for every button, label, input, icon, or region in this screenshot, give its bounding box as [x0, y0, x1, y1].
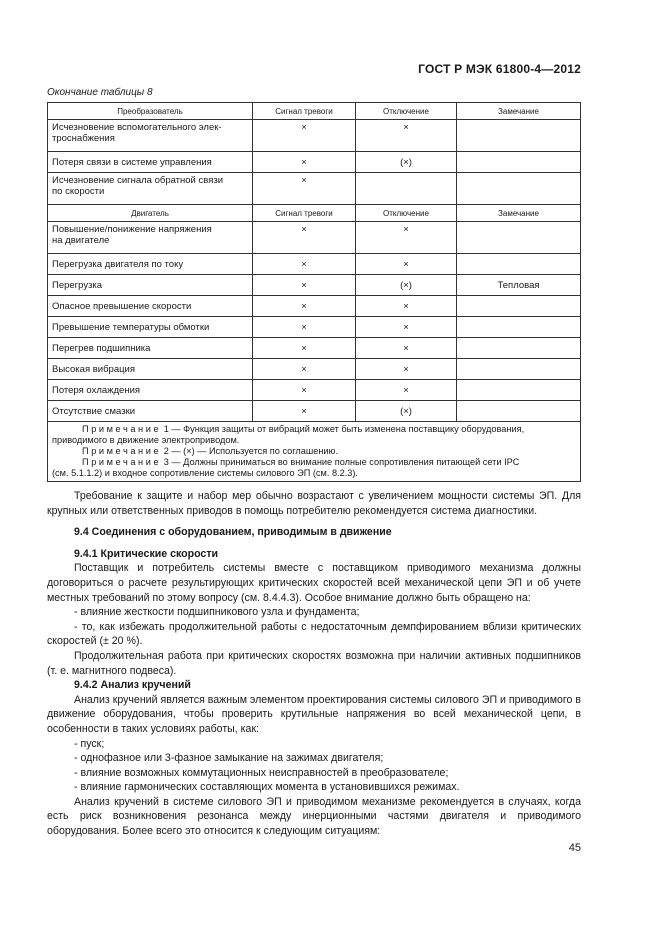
table-cell: × — [253, 380, 356, 401]
list-item: - то, как избежать продолжительной работы с недостаточным демпфированием вблизи критических скоростей (± 20 %). — [47, 620, 581, 648]
section-heading-9-4-2: 9.4.2 Анализ кручений — [74, 679, 191, 692]
table-notes-row — [48, 422, 581, 482]
table-cell: (×) — [356, 152, 457, 173]
note-continuation: приводимого в движение электроприводом. — [52, 435, 240, 445]
section-heading-9-4: 9.4 Соединения с оборудованием, приводимым в движение — [74, 526, 392, 539]
column-header: Замечание — [457, 205, 581, 222]
table-cell: × — [253, 317, 356, 338]
column-header: Отключение — [356, 103, 457, 120]
paragraph: Поставщик и потребитель системы вместе с поставщиком приводимого механизма должны договориться о расчете результирующих критических скоростей всей механической цепи ЭП и об учете местных требований по этому вопросу (см. 8.4.4.3). Особое внимание должно быть обращено на: — [47, 562, 581, 604]
table-cell: Превышение температуры обмотки — [48, 317, 253, 338]
table-cell: Перегрев подшипника — [48, 338, 253, 359]
table-cell: × — [356, 317, 457, 338]
table-row — [48, 152, 581, 173]
note-number: 3 — [163, 457, 169, 467]
list-item: - влияние возможных коммутационных неисправностей в преобразователе; — [74, 766, 449, 779]
table-cell — [457, 152, 581, 173]
note — [52, 424, 576, 435]
table-cell: (×) — [356, 275, 457, 296]
note-label: Примечание — [82, 446, 162, 456]
paragraph: Анализ кручений в системе силового ЭП и приводимом механизме рекомендуется в случаях, когда есть риск возникновения резонанса между инерционными частями двигателя и приводимого оборудования. Более всего это относится к следующим ситуациям: — [47, 795, 581, 838]
table-cell — [457, 296, 581, 317]
table-row — [48, 317, 581, 338]
paragraph: Анализ кручений является важным элементом проектирования системы силового ЭП и приводимого в движение оборудования, чтобы проверить крутильные напряжения во всей механической цепи, в особенности в таких условиях работы, как: — [47, 693, 581, 735]
table-row — [48, 359, 581, 380]
table-row — [48, 222, 581, 254]
table-cell: × — [253, 254, 356, 275]
table-cell — [457, 120, 581, 152]
table-cell: Перегрузка — [48, 275, 253, 296]
note-text: — Должны приниматься во внимание полные сопротивления питающей сети IPC — [168, 457, 520, 467]
table-cell: Тепловая — [457, 275, 581, 296]
note-label: Примечание — [82, 424, 162, 434]
column-header: Отключение — [356, 205, 457, 222]
list-item: - влияние жесткости подшипникового узла и фундамента; — [74, 606, 360, 619]
table-cell — [457, 254, 581, 275]
table-cell: × — [356, 120, 457, 152]
table-cell: × — [253, 296, 356, 317]
table-header-row — [48, 205, 581, 222]
table-cell: Потеря охлаждения — [48, 380, 253, 401]
table-cell: × — [253, 120, 356, 152]
table-row — [48, 380, 581, 401]
table-cell: × — [253, 173, 356, 205]
note-label: Примечание — [82, 457, 162, 467]
table-row — [48, 296, 581, 317]
note-number: 1 — [163, 424, 169, 434]
table-cell: Опасное превышение скорости — [48, 296, 253, 317]
table-cell — [457, 317, 581, 338]
column-header: Замечание — [457, 103, 581, 120]
table-cell: × — [253, 275, 356, 296]
table-cell: × — [356, 254, 457, 275]
table-cell: Исчезновение вспомогательного элек- троснабжения — [48, 120, 253, 152]
table-row — [48, 275, 581, 296]
table-cell: × — [253, 152, 356, 173]
table-cell: (×) — [356, 401, 457, 422]
body-text — [47, 489, 581, 839]
section-heading-9-4-1: 9.4.1 Критические скорости — [74, 547, 219, 560]
table-cell: × — [356, 359, 457, 380]
table-cell: × — [253, 401, 356, 422]
table-cell: × — [253, 222, 356, 254]
table-row — [48, 401, 581, 422]
table-cell — [457, 338, 581, 359]
document-code: ГОСТ Р МЭК 61800-4—2012 — [418, 62, 581, 76]
note-text: — Функция защиты от вибраций может быть изменена поставщику оборудования, — [168, 424, 525, 434]
table-cell: Повышение/понижение напряжения на двигателе — [48, 222, 253, 254]
table-cell — [457, 222, 581, 254]
table-cell: Исчезновение сигнала обратной связи по скорости — [48, 173, 253, 205]
table-cell — [457, 359, 581, 380]
table-notes — [48, 422, 581, 482]
table-header-row — [48, 103, 581, 120]
note-number: 2 — [163, 446, 169, 456]
table-cell: × — [356, 380, 457, 401]
list-item: - влияние гармонических составляющих момента в установившихся режимах. — [74, 781, 460, 794]
table-cell: Перегрузка двигателя по току — [48, 254, 253, 275]
table-row — [48, 254, 581, 275]
table-cell: × — [356, 338, 457, 359]
list-item: - пуск; — [74, 737, 105, 750]
table-8 — [47, 102, 581, 482]
note-text: — (×) — Используется по соглашению. — [168, 446, 338, 456]
table-cell: × — [356, 222, 457, 254]
table-cell: Отсутствие смазки — [48, 401, 253, 422]
note-continuation: (см. 5.1.1.2) и входное сопротивление системы силового ЭП (см. 8.2.3). — [52, 468, 358, 478]
table-cell: × — [356, 296, 457, 317]
table-cell — [356, 173, 457, 205]
table-cell: × — [253, 359, 356, 380]
paragraph: Требование к защите и набор мер обычно возрастают с увеличением мощности системы ЭП. Для крупных или ответственных приводов в помощь потребителю рекомендуется система диагностики. — [47, 490, 581, 517]
list-item: - однофазное или 3-фазное замыкание на зажимах двигателя; — [74, 752, 384, 765]
column-header: Преобразователь — [48, 103, 253, 120]
note — [52, 457, 576, 468]
table-cell — [457, 173, 581, 205]
page-number: 45 — [568, 842, 581, 854]
table-row — [48, 338, 581, 359]
table-row — [48, 120, 581, 152]
table-cell: × — [253, 338, 356, 359]
column-header: Сигнал тревоги — [253, 103, 356, 120]
table-cell — [457, 401, 581, 422]
table-cell — [457, 380, 581, 401]
paragraph: Продолжительная работа при критических скоростях возможна при наличии активных подшипников (т. е. магнитного подвеса). — [47, 649, 581, 677]
note — [52, 446, 576, 457]
table-cell: Высокая вибрация — [48, 359, 253, 380]
table-row — [48, 173, 581, 205]
table-caption: Окончание таблицы 8 — [47, 87, 153, 98]
column-header: Сигнал тревоги — [253, 205, 356, 222]
column-header: Двигатель — [48, 205, 253, 222]
table-cell: Потеря связи в системе управления — [48, 152, 253, 173]
